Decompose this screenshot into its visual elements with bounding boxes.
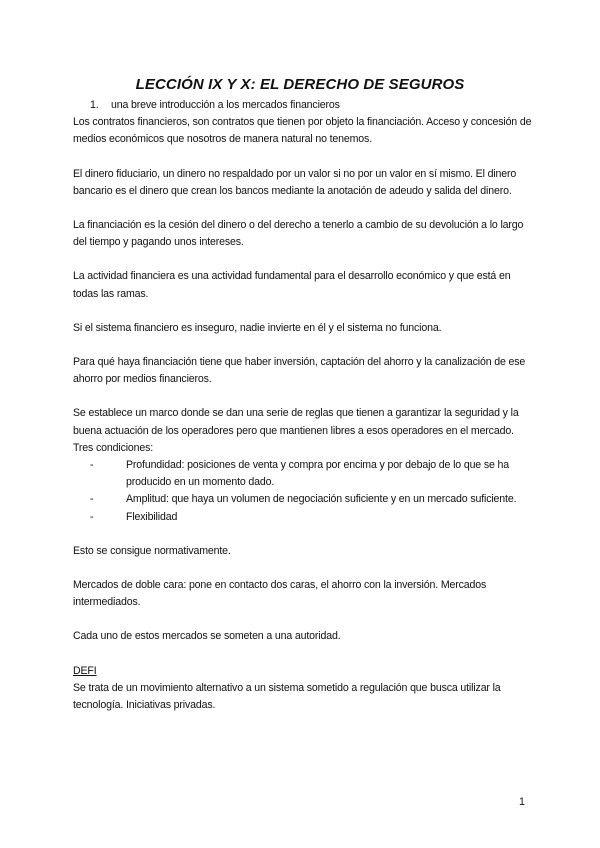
- paragraph-autoridad: Cada uno de estos mercados se someten a una autoridad.: [73, 630, 341, 643]
- paragraph-financiacion: La financiación es la cesión del dinero o del derecho a tenerlo a cambio de su devolución a lo largo del tiempo y pagando unos intereses.: [73, 219, 524, 249]
- bullet-dash: -: [90, 459, 94, 472]
- bullet-dash: -: [90, 510, 94, 523]
- list-item: [73, 491, 533, 508]
- document-body: [73, 97, 533, 714]
- paragraph-mercados: Mercados de doble cara: pone en contacto dos caras, el ahorro con la inversión. Mercados intermediados.: [73, 579, 487, 609]
- numbered-heading: [73, 97, 533, 114]
- page-number: 1: [519, 796, 525, 808]
- paragraph-dinero: El dinero fiduciario, un dinero no respaldado por un valor si no por un valor en sí mismo. El dinero bancario es el dinero que crean los bancos mediante la anotación de adeudo y salida del dinero.: [73, 167, 517, 197]
- condition-text: Profundidad: posiciones de venta y compra por encima y por debajo de lo que se ha producido en un momento dado.: [126, 459, 510, 489]
- paragraph-defi: Se trata de un movimiento alternativo a un sistema sometido a regulación que busca utilizar la tecnología. Iniciativas privadas.: [73, 681, 501, 712]
- defi-heading: DEFI: [73, 664, 97, 677]
- conditions-list: [73, 457, 533, 526]
- condition-text: Amplitud: que haya un volumen de negociación suficiente y en un mercado suficiente.: [126, 493, 517, 506]
- list-item: [73, 509, 533, 526]
- paragraph-inversion: Para qué haya financiación tiene que haber inversión, captación del ahorro y la canalización de ese ahorro por medios financieros.: [73, 356, 526, 386]
- paragraph-sistema: Si el sistema financiero es inseguro, nadie invierte en él y el sistema no funciona.: [73, 321, 442, 334]
- paragraph-contratos: Los contratos financieros, son contratos que tienen por objeto la financiación. Acceso y concesión de medios económicos que nosotros de manera natural no tenemos.: [73, 116, 532, 146]
- paragraph-normativa: Esto se consigue normativamente.: [73, 544, 231, 557]
- paragraph-actividad: La actividad financiera es una actividad fundamental para el desarrollo económico y que está en todas las ramas.: [73, 270, 511, 300]
- condition-text: Flexibilidad: [126, 510, 178, 523]
- numbered-heading-text: una breve introducción a los mercados financieros: [111, 99, 340, 111]
- list-item: [73, 457, 533, 491]
- paragraph-marco: Se establece un marco donde se dan una serie de reglas que tienen a garantizar la seguridad y la buena actuación de los operadores pero que mantienen libres a esos operadores en el mercado. Tres condiciones:: [73, 407, 519, 454]
- document-title: LECCIÓN IX Y X: EL DERECHO DE SEGUROS: [135, 76, 465, 93]
- bullet-dash: -: [90, 493, 94, 506]
- list-number: 1.: [90, 99, 99, 111]
